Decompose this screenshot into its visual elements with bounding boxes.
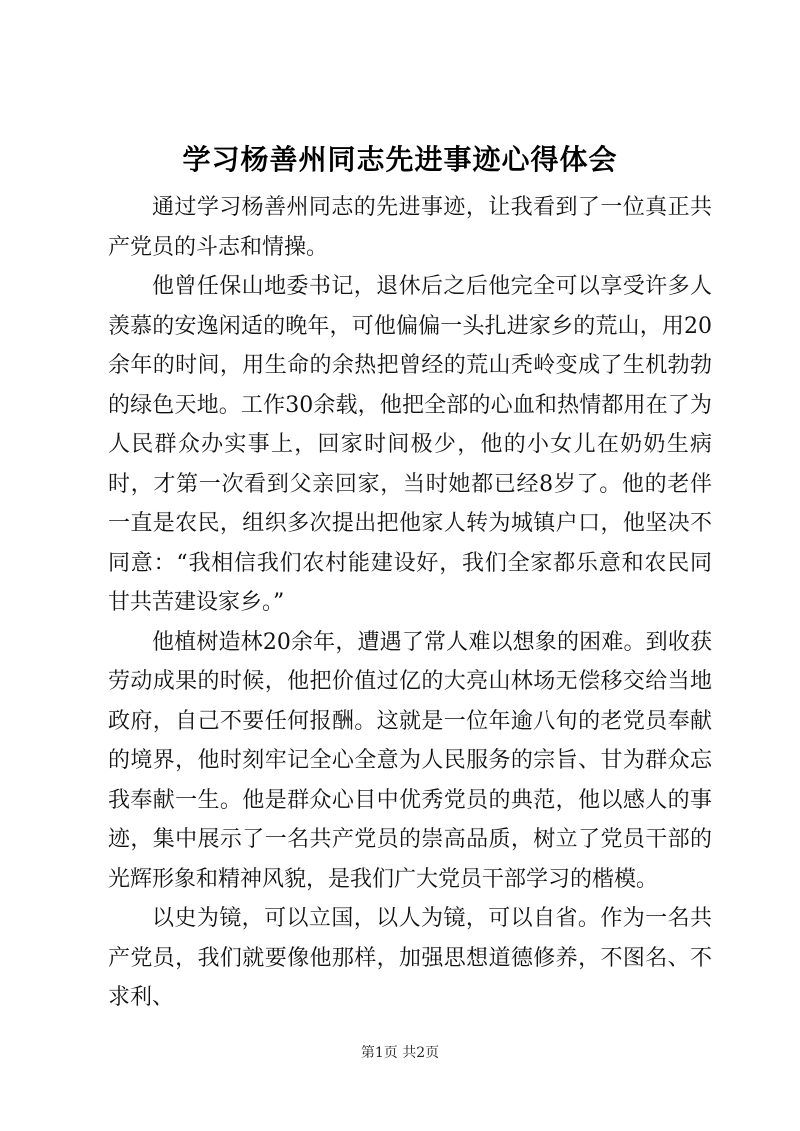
paragraph-1: 通过学习杨善州同志的先进事迹，让我看到了一位真正共产党员的斗志和情操。 — [108, 195, 712, 260]
page-number-footer: 第1页 共2页 — [360, 1045, 440, 1061]
document-body — [108, 188, 712, 1018]
document-title: 学习杨善州同志先进事迹心得体会 — [182, 143, 618, 176]
paragraph-3: 他植树造林20余年，遭遇了常人难以想象的困难。到收获劳动成果的时候，他把价值过亿的大亮山林场无偿移交给当地政府，自己不要任何报酬。这就是一位年逾八旬的老党员奉献的境界，他时刻牢记全心全意为人民服务的宗旨、甘为群众忘我奉献一生。他是群众心目中优秀党员的典范，他以感人的事迹，集中展示了一名共产党员的崇高品质，树立了党员干部的光辉形象和精神风貌，是我们广大党员干部学习的楷模。 — [108, 629, 712, 892]
paragraph-2: 他曾任保山地委书记，退休后之后他完全可以享受许多人羡慕的安逸闲适的晚年，可他偏偏一头扎进家乡的荒山，用20余年的时间，用生命的余热把曾经的荒山秃岭变成了生机勃勃的绿色天地。工作30余载，他把全部的心血和热情都用在了为人民群众办实事上，回家时间极少，他的小女儿在奶奶生病时，才第一次看到父亲回家，当时她都已经8岁了。他的老伴一直是农民，组织多次提出把他家人转为城镇户口，他坚决不同意：“我相信我们农村能建设好，我们全家都乐意和农民同甘共苦建设家乡。” — [108, 274, 712, 615]
paragraph-4: 以史为镜，可以立国，以人为镜，可以自省。作为一名共产党员，我们就要像他那样，加强思想道德修养，不图名、不求利、 — [108, 906, 712, 1010]
